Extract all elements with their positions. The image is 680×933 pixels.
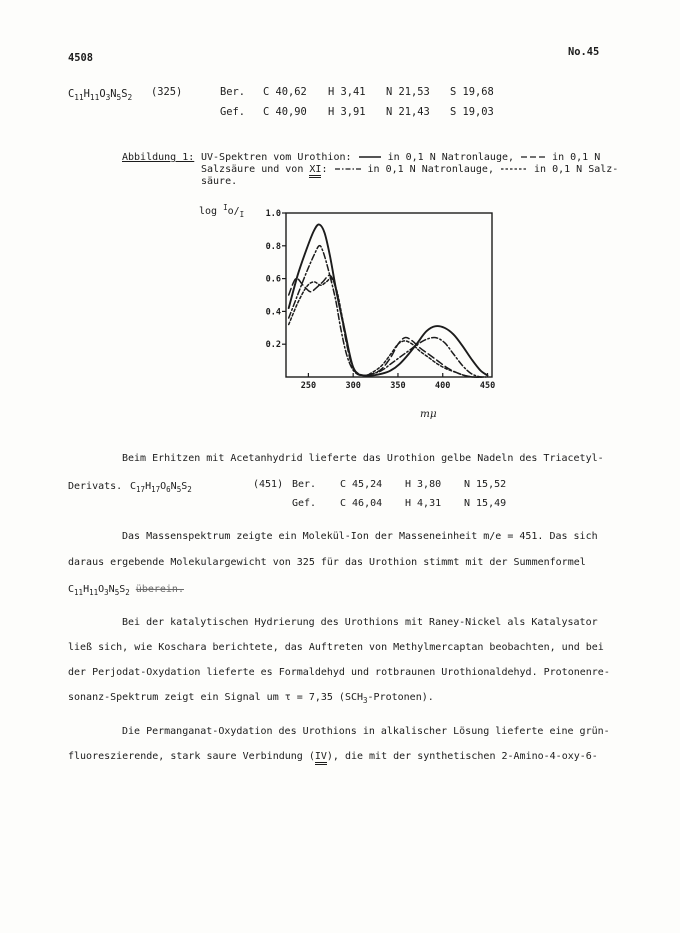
caption-line-3: säure. — [201, 176, 238, 187]
x-tick-label-3: 400 — [435, 381, 451, 391]
legend-dashed-line — [520, 154, 546, 160]
issue-number: No.45 — [568, 46, 600, 58]
calc-s: S 19,68 — [450, 86, 494, 98]
found2-n: N 15,49 — [464, 498, 507, 509]
calc2-n: N 15,52 — [464, 479, 507, 490]
para4-line2: fluoreszierende, stark saure Verbindung (IV), die mit der synthetischen 2-Amino-4-oxy-6- — [68, 751, 598, 762]
found2-label: Gef. — [292, 498, 317, 509]
para2-line1: Das Massenspektrum zeigte ein Molekül-Ion der Masseneinheit m/e = 451. Das sich — [122, 531, 598, 542]
found-n: N 21,43 — [386, 106, 430, 118]
derivative-label: Derivats. — [68, 481, 123, 492]
y-tick-label-2: 0.6 — [265, 274, 281, 285]
y-tick-label-3: 0.8 — [265, 241, 281, 252]
compound-ref-iv: IV — [315, 751, 327, 765]
found2-c: C 46,04 — [340, 498, 383, 509]
calc-n: N 21,53 — [386, 86, 430, 98]
calc-label: Ber. — [220, 86, 246, 98]
para3-line1: Bei der katalytischen Hydrierung des Urothions mit Raney-Nickel als Katalysator — [122, 617, 598, 628]
found2-h: H 4,31 — [405, 498, 442, 509]
found-h: H 3,91 — [328, 106, 366, 118]
caption-line-2: Salzsäure und von XI: in 0,1 N Natronlauge, in 0,1 N Salz- — [201, 164, 618, 176]
para2-line2: daraus ergebende Molekulargewicht von 325 für das Urothion stimmt mit der Summenformel — [68, 557, 586, 568]
uv-spectrum-chart — [200, 205, 510, 400]
plot-frame — [286, 213, 492, 377]
found-label: Gef. — [220, 106, 246, 118]
calc2-c: C 45,24 — [340, 479, 383, 490]
formula-triacetyl: $C_{17}H_{17}O_6N_5S_2$ — [130, 481, 192, 494]
series-dash-dot-line — [289, 246, 481, 377]
para3-line3: der Perjodat-Oxydation lieferte es Formaldehyd und rotbraunen Urothionaldehyd. Protonenre- — [68, 667, 610, 678]
x-tick-label-2: 350 — [390, 381, 406, 391]
calc2-label: Ber. — [292, 479, 317, 490]
formula-urothion: $C_{11}H_{11}O_3N_5S_2$ — [68, 88, 133, 102]
para3-line4: sonanz-Spektrum zeigt ein Signal um τ = 7,35 $(SCH_3-Protonen)$. — [68, 692, 434, 705]
y-tick-label-0: 0.2 — [265, 340, 281, 351]
figure-label: Abbildung 1: — [122, 152, 195, 163]
para1-line1: Beim Erhitzen mit Acetanhydrid lieferte das Urothion gelbe Nadeln des Triacetyl- — [122, 453, 604, 464]
calc-c: C 40,62 — [263, 86, 307, 98]
para2-line3: $C_{11}H_{11}O_3N_5S_2$ überein. — [68, 584, 184, 597]
molar-mass: (325) — [151, 86, 183, 98]
calc2-h: H 3,80 — [405, 479, 442, 490]
page-number: 4508 — [68, 52, 94, 64]
compound-ref-xi: XI — [309, 164, 321, 178]
para4-line1: Die Permanganat-Oxydation des Urothions in alkalischer Lösung lieferte eine grün- — [122, 726, 610, 737]
y-tick-label-4: 1.0 — [265, 209, 281, 219]
caption-line-1: UV-Spektren vom Urothion: in 0,1 N Natronlauge, in 0,1 N — [201, 152, 601, 163]
x-axis-label: mμ — [420, 408, 437, 420]
y-tick-label-1: 0.4 — [265, 307, 281, 318]
x-tick-label-0: 250 — [300, 381, 317, 391]
para3-line2: ließ sich, wie Koschara berichtete, das Auftreten von Methylmercaptan beobachten, und bei — [68, 642, 604, 653]
found-s: S 19,03 — [450, 106, 494, 118]
calc-h: H 3,41 — [328, 86, 366, 98]
x-tick-label-1: 300 — [345, 381, 361, 391]
x-tick-label-4: 450 — [479, 381, 496, 391]
legend-solid-line — [358, 154, 382, 160]
struck-word: überein. — [135, 584, 184, 595]
triacetyl-mass: (451) — [253, 479, 284, 490]
found-c: C 40,90 — [263, 106, 307, 118]
y-axis-label: $\log ^Io/_I$ — [199, 203, 245, 219]
legend-dashdot-line — [334, 166, 362, 172]
legend-dotted-line — [500, 166, 528, 172]
